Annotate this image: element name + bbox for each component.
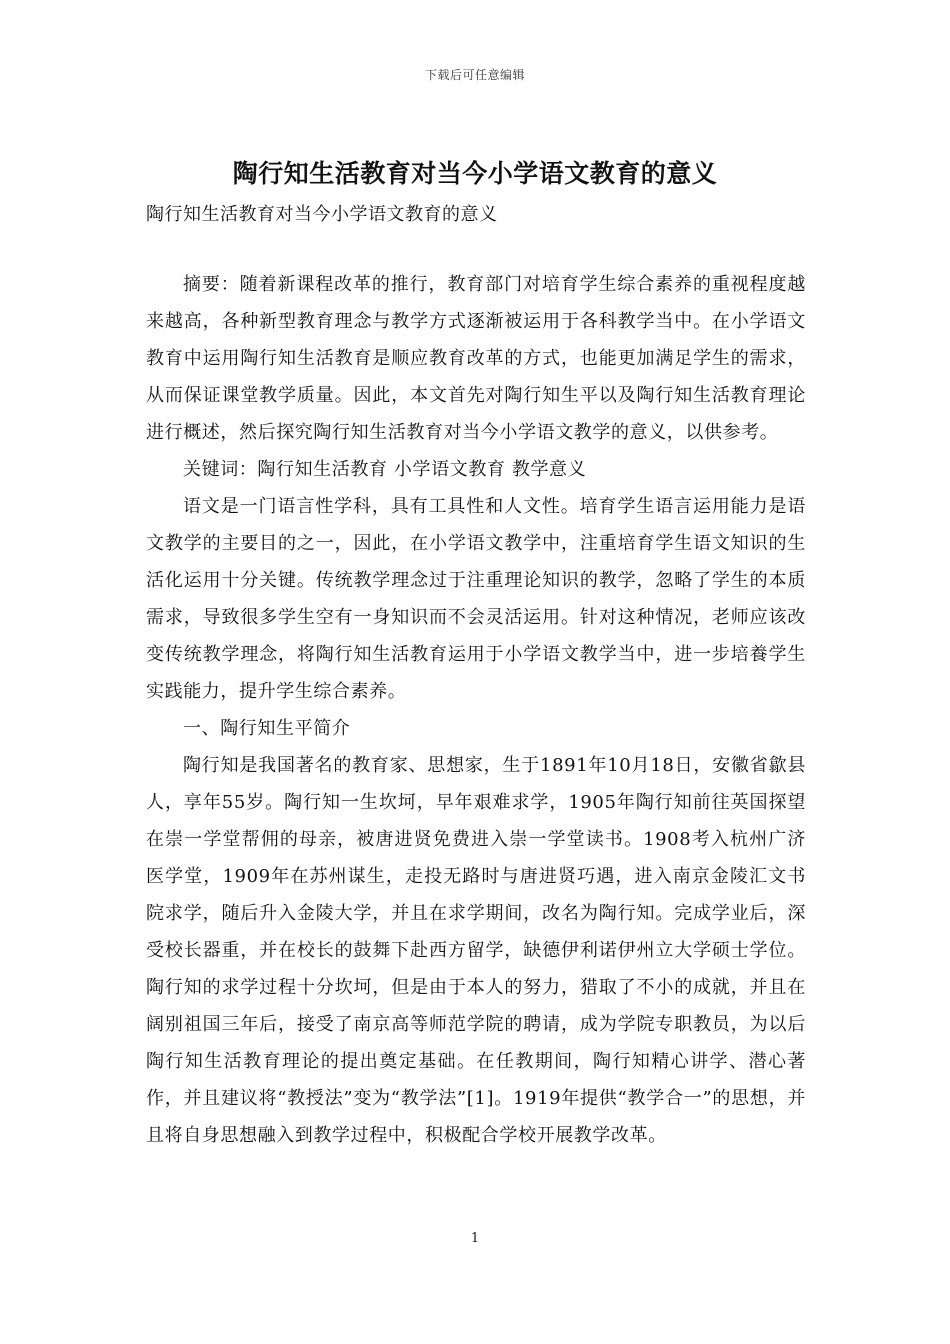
page-number: 1 (470, 1231, 480, 1246)
document-body (146, 266, 806, 1154)
document-title: 陶行知生活教育对当今小学语文教育的意义 (232, 159, 718, 188)
abstract-paragraph: 摘要：随着新课程改革的推行，教育部门对培育学生综合素养的重视程度越来越高，各种新型教育理念与教学方式逐渐被运用于各科教学当中。在小学语文教育中运用陶行知生活教育是顺应教育改革的方式，也能更加满足学生的需求，从而保证课堂教学质量。因此，本文首先对陶行知生平以及陶行知生活教育理论进行概述，然后探究陶行知生活教育对当今小学语文教学的意义，以供参考。 (146, 274, 806, 443)
section-heading: 一、陶行知生平简介 (183, 718, 351, 739)
keywords-paragraph: 关键词：陶行知生活教育 小学语文教育 教学意义 (183, 459, 587, 480)
biography-paragraph: 陶行知是我国著名的教育家、思想家，生于1891年10月18日，安徽省歙县人，享年55岁。陶行知一生坎坷，早年艰难求学，1905年陶行知前往英国探望在崇一学堂帮佣的母亲，被唐进贤免费进入崇一学堂读书。1908考入杭州广济医学堂，1909年在苏州谋生，走投无路时与唐进贤巧遇，进入南京金陵汇文书院求学，随后升入金陵大学，并且在求学期间，改名为陶行知。完成学业后，深受校长器重，并在校长的鼓舞下赴西方留学，缺德伊利诺伊州立大学硕士学位。陶行知的求学过程十分坎坷，但是由于本人的努力，猎取了不小的成就，并且在阔别祖国三年后，接受了南京高等师范学院的聘请，成为学院专职教员，为以后陶行知生活教育理论的提出奠定基础。在任教期间，陶行知精心讲学、潜心著作，并且建议将“教授法”变为“教学法”[1]。1919年提供“教学合一”的思想，并且将自身思想融入到教学过程中，积极配合学校开展教学改革。 (146, 755, 806, 1146)
intro-paragraph: 语文是一门语言性学科，具有工具性和人文性。培育学生语言运用能力是语文教学的主要目的之一，因此，在小学语文教学中，注重培育学生语文知识的生活化运用十分关键。传统教学理念过于注重理论知识的教学，忽略了学生的本质需求，导致很多学生空有一身知识而不会灵活运用。针对这种情况，老师应该改变传统教学理念，将陶行知生活教育运用于小学语文教学当中，进一步培養学生实践能力，提升学生综合素养。 (146, 496, 806, 702)
header-note: 下载后可任意编辑 (424, 68, 525, 82)
document-subtitle: 陶行知生活教育对当今小学语文教育的意义 (146, 204, 498, 225)
